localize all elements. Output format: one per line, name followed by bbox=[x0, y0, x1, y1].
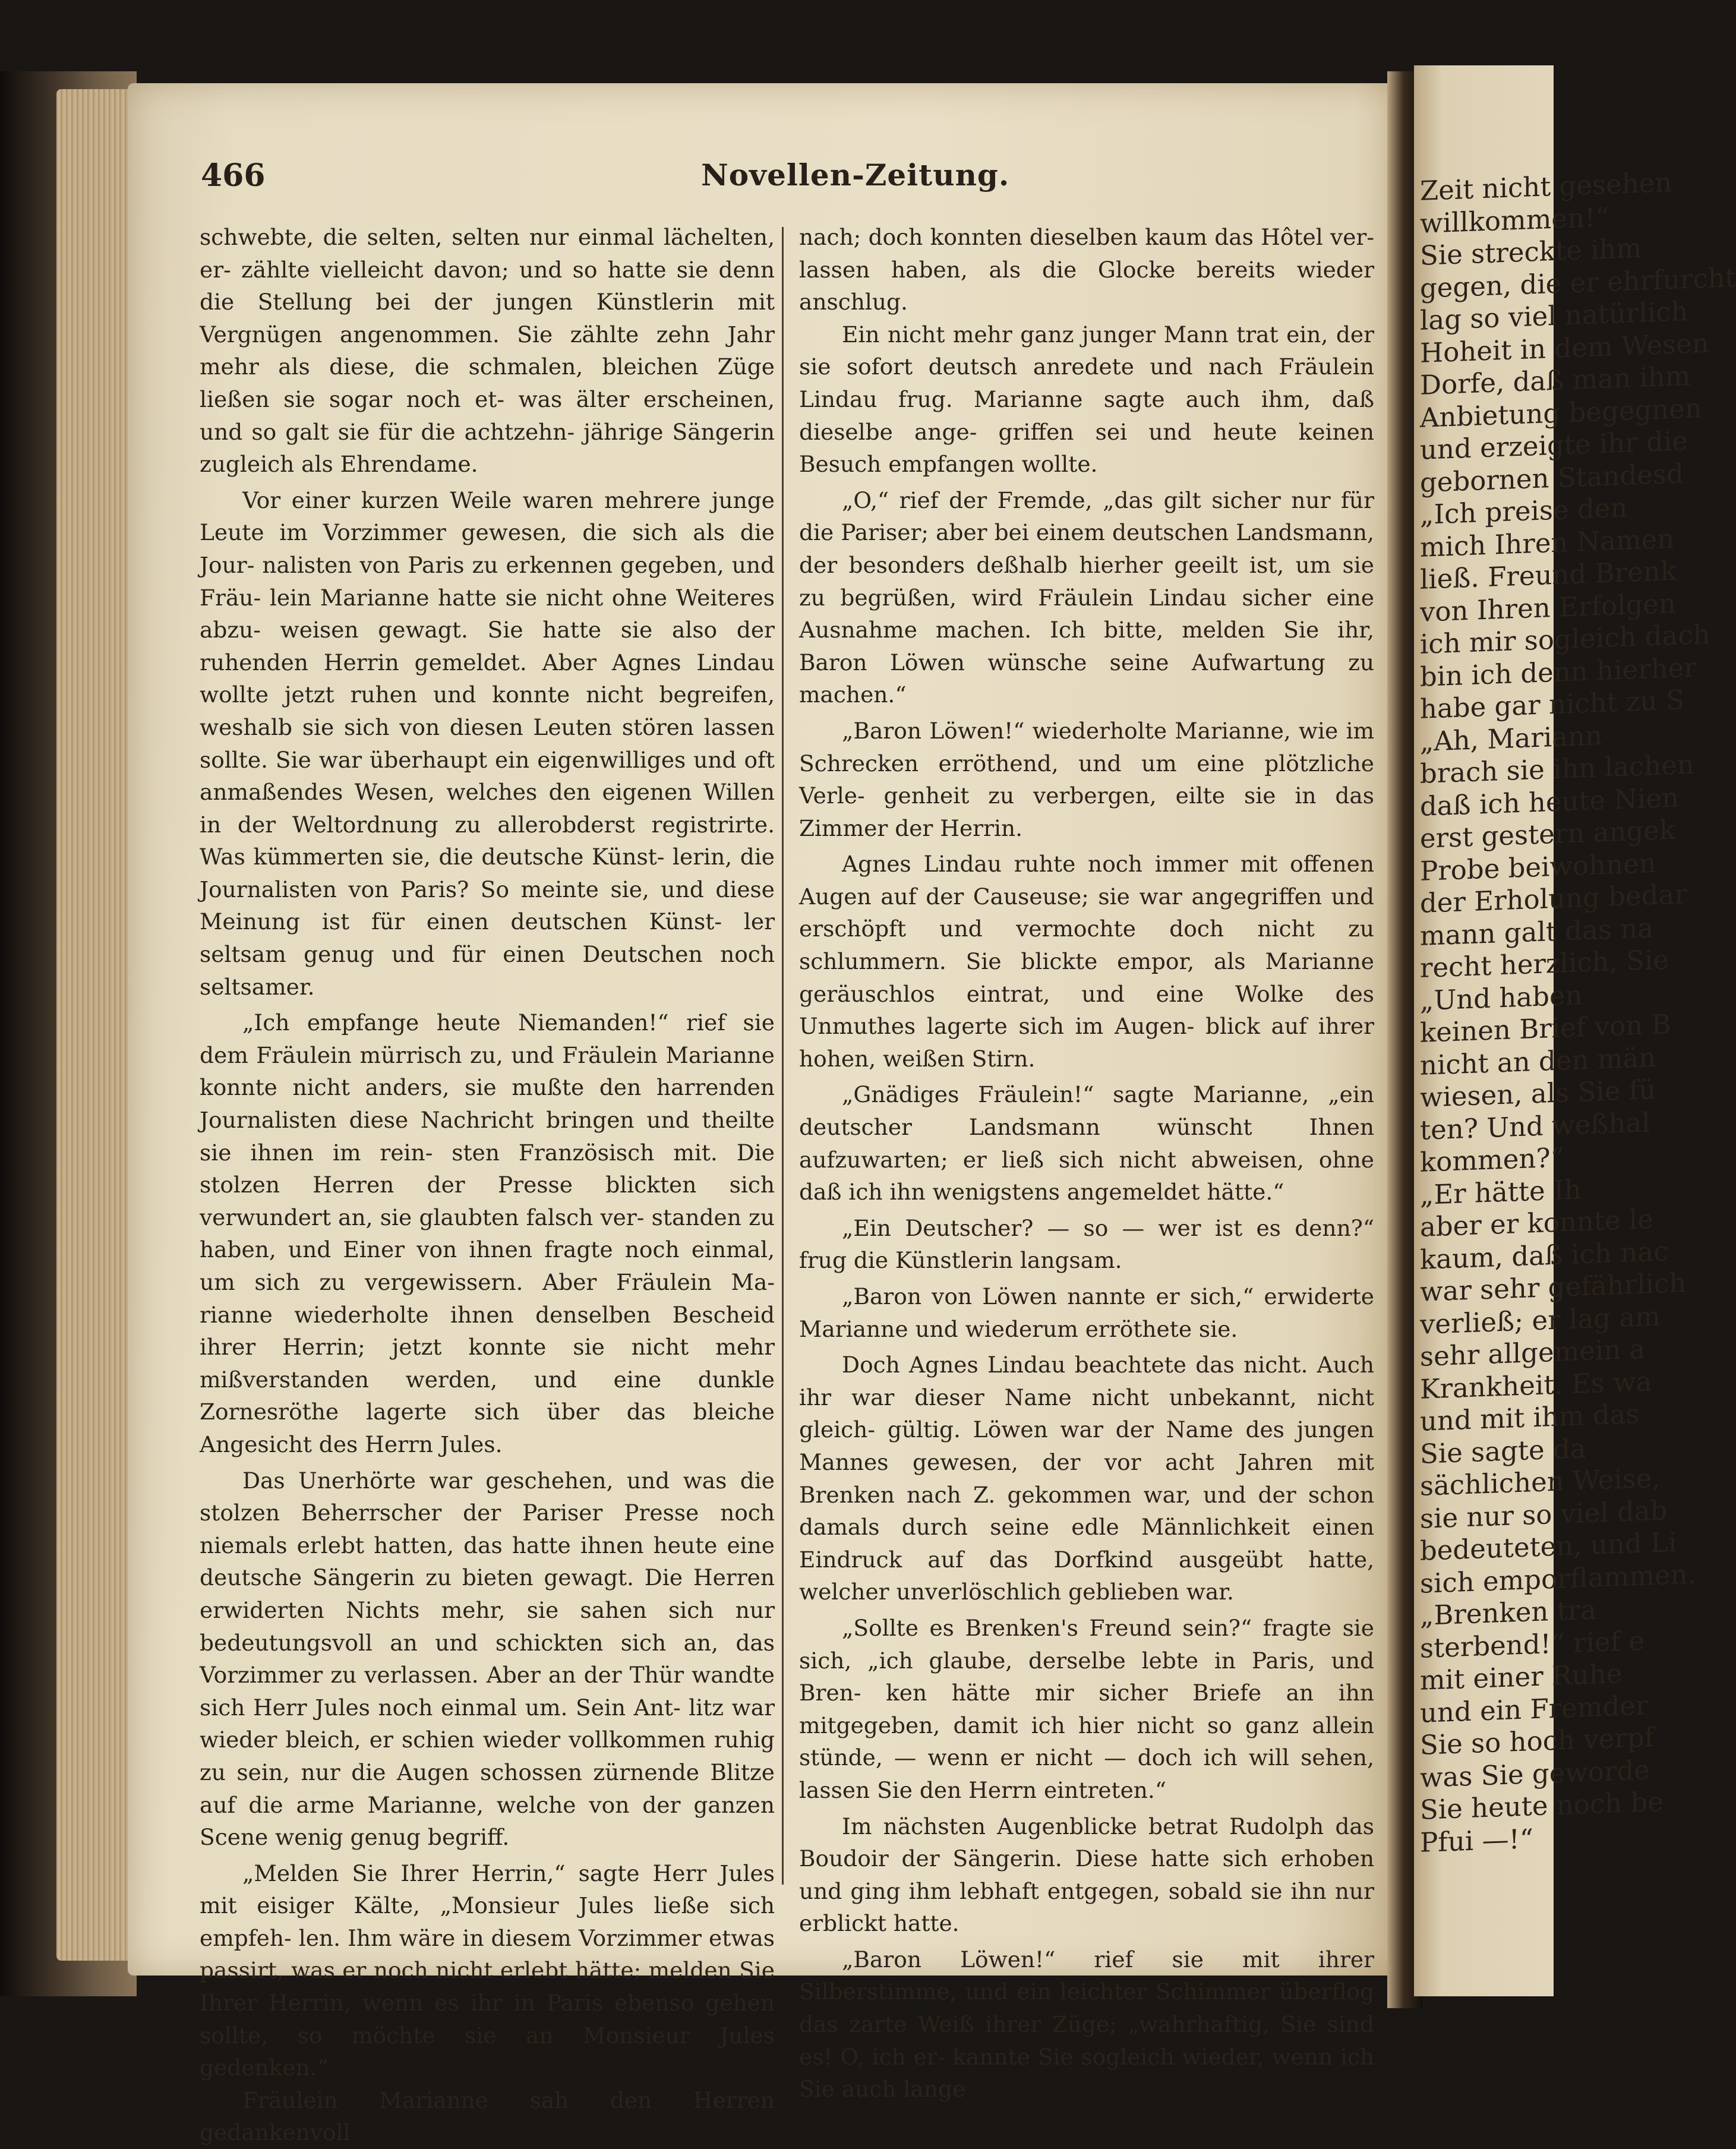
paragraph: „Baron Löwen!“ wiederholte Marianne, wie im Schrecken erröthend, und um eine plötzliche Verle- genheit zu verbergen, eilte sie in das Zimmer der Herrin. bbox=[799, 717, 1374, 841]
next-page-line: Sie streckte ihm bbox=[1420, 232, 1642, 272]
next-page-line: daß ich heute Nien bbox=[1420, 781, 1679, 822]
paragraph: „Ein Deutscher? — so — wer ist es denn?“ frug die Künstlerin langsam. bbox=[799, 1214, 1374, 1274]
next-page-line: der Erholung bedar bbox=[1420, 878, 1687, 919]
next-page-line: Krankheit. Es wa bbox=[1420, 1365, 1652, 1405]
next-page-line: willkommen!“ bbox=[1420, 201, 1609, 239]
paragraph: „Sollte es Brenken's Freund sein?“ fragte sie sich, „ich glaube, derselbe lebte in Paris, und Bren- ken hätte mir sicher Briefe an ihn mitgegeben, damit ich hier nicht so ganz allein stünde, — wenn er nicht — doch ich will sehen, lassen Sie den Herrn eintreten.“ bbox=[799, 1614, 1374, 1803]
next-page-line: aber er konnte le bbox=[1420, 1203, 1653, 1243]
left-column bbox=[200, 221, 775, 2149]
next-page-line: und erzeigte ihr die bbox=[1420, 425, 1688, 466]
next-page-line: sie nur so viel dab bbox=[1420, 1494, 1668, 1535]
next-page-line: ich mir sogleich dach bbox=[1420, 618, 1710, 660]
paragraph: Doch Agnes Lindau beachtete das nicht. Auch ihr war dieser Name nicht unbekannt, nicht gleich- gültig. Löwen war der Name des jungen Mannes gewesen, der vor acht Jahren mit Brenken nach Z. gekommen war, und der schon damals durch seine edle Männlichkeit einen Eindruck auf das Dorfkind ausgeübt hatte, welcher unverlöschlich geblieben war. bbox=[799, 1352, 1374, 1605]
paragraph: „O,“ rief der Fremde, „das gilt sicher nur für die Pariser; aber bei einem deutschen Landsmann, der besonders deßhalb hierher geeilt ist, um sie zu begrüßen, wird Fräulein Lindau sicher eine Ausnahme machen. Ich bitte, melden Sie ihr, Baron Löwen wünsche seine Aufwartung zu machen.“ bbox=[799, 487, 1374, 708]
next-page-line: „Und haben bbox=[1420, 979, 1583, 1017]
next-page-line: bedeuteten, und Li bbox=[1420, 1526, 1677, 1567]
next-page-line: Anbietung begegnen bbox=[1420, 392, 1702, 434]
next-page-line: mann galt das na bbox=[1420, 911, 1654, 952]
running-title: Novellen-Zeitung. bbox=[701, 157, 1010, 193]
page-stack-edge bbox=[56, 89, 137, 1961]
next-page-line: lag so viel natürlich bbox=[1420, 295, 1688, 336]
next-page-line: von Ihren Erfolgen bbox=[1420, 587, 1676, 628]
paragraph: Agnes Lindau ruhte noch immer mit offenen Augen auf der Causeuse; sie war angegriffen und erschöpft und vermochte doch nicht zu schlummern. Sie blickte empor, als Marianne geräuschlos eintrat, und eine Wolke des Unmuthes lagerte sich im Augen- blick auf ihrer hohen, weißen Stirn. bbox=[799, 851, 1374, 1072]
next-page-line: sterbend!“ rief e bbox=[1420, 1624, 1645, 1664]
next-page-line: und ein Fremder bbox=[1420, 1689, 1649, 1729]
page-header bbox=[0, 157, 1554, 199]
next-page-line: was Sie geworde bbox=[1420, 1753, 1650, 1794]
paragraph: „Baron Löwen!“ rief sie mit ihrer Silberstimme, und ein leichter Schimmer überflog das zarte Weiß ihrer Züge; „wahrhaftig, Sie sind es! O, ich er- kannte Sie sogleich wieder, wenn ich Sie auch lange bbox=[799, 1946, 1374, 2103]
next-page-line: keinen Brief von B bbox=[1420, 1008, 1671, 1049]
page-number: 466 bbox=[201, 157, 266, 194]
next-page-line: gegen, die er ehrfurcht bbox=[1420, 261, 1736, 304]
next-page-line: mit einer Ruhe bbox=[1420, 1658, 1623, 1696]
next-page-line: sächlichen Weise, bbox=[1420, 1462, 1661, 1502]
paragraph: Fräulein Marianne sah den Herren gedankenvoll bbox=[200, 2087, 775, 2146]
next-page-line: ten? Und weßhal bbox=[1420, 1106, 1650, 1146]
next-page-line: erst gestern angek bbox=[1420, 813, 1676, 854]
next-page-line: nicht an den män bbox=[1420, 1041, 1656, 1081]
next-page-line: Probe beiwohnen bbox=[1420, 847, 1656, 887]
next-page-line: mich Ihren Namen bbox=[1420, 522, 1675, 563]
next-page-line: recht herzlich, Sie bbox=[1420, 943, 1669, 984]
next-page-line: sehr allgemein a bbox=[1420, 1333, 1646, 1372]
next-page-line: Sie heute noch be bbox=[1420, 1785, 1664, 1826]
next-page-line: Zeit nicht gesehen bbox=[1420, 166, 1672, 207]
next-page-line: „Ah, Mariann bbox=[1420, 719, 1603, 758]
paragraph: „Gnädiges Fräulein!“ sagte Marianne, „ein deutscher Landsmann wünscht Ihnen aufzuwarten; er ließ sich nicht abweisen, ohne daß ich ihn wenigstens angemeldet hätte.“ bbox=[799, 1081, 1374, 1206]
next-page-line: Pfui —!“ bbox=[1420, 1822, 1533, 1858]
next-page-line: habe gar nicht zu S bbox=[1420, 684, 1684, 725]
next-page-line: wiesen, als Sie fü bbox=[1420, 1074, 1656, 1113]
next-page-line: kaum, daß ich nac bbox=[1420, 1235, 1669, 1276]
next-page-line: Sie so hoch verpf bbox=[1420, 1721, 1655, 1761]
next-page-text bbox=[1420, 166, 1736, 1859]
next-page-line: Sie sagte da bbox=[1420, 1432, 1586, 1470]
next-page-line: war sehr gefährlich bbox=[1420, 1267, 1687, 1308]
paragraph: Das Unerhörte war geschehen, und was die stolzen Beherrscher der Pariser Presse noch niemals erlebt hatten, das hatte ihnen heute eine deutsche Sängerin zu bieten gewagt. Die Herren erwiderten Nichts mehr, sie sahen sich nur bedeutungsvoll an und schickten sich an, das Vorzimmer zu verlassen. Aber an der Thür wandte sich Herr Jules noch einmal um. Sein Ant- litz war wieder bleich, er schien wieder vollkommen ruhig zu sein, nur die Augen schossen zürnende Blitze auf die arme Marianne, welche von der ganzen Scene wenig genug begriff. bbox=[200, 1467, 775, 1851]
next-page-line: verließ; er lag am bbox=[1420, 1300, 1661, 1340]
paragraph: Vor einer kurzen Weile waren mehrere junge Leute im Vorzimmer gewesen, die sich als die Jour- nalisten von Paris zu erkennen gegeben, und Fräu- lein Marianne hatte sie nicht ohne Weiteres abzu- weisen gewagt. Sie hatte sie also der ruhenden Herrin gemeldet. Aber Agnes Lindau wollte jetzt ruhen und konnte nicht begreifen, weshalb sie sich von diesen Leuten stören lassen sollte. Sie war überhaupt ein eigenwilliges und oft anmaßendes Wesen, welches den eigenen Willen in der Weltordnung zu allerobderst registrirte. Was kümmerten sie, die deutsche Künst- lerin, die Journalisten von Paris? So meinte sie, und diese Meinung ist für einen deutschen Künst- ler seltsam genug und für einen Deutschen noch seltsamer. bbox=[200, 487, 775, 1000]
paragraph: nach; doch konnten dieselben kaum das Hôtel ver- lassen haben, als die Glocke bereits wieder anschlug. bbox=[799, 224, 1374, 315]
next-page-line: sich emporflammen. bbox=[1420, 1558, 1696, 1599]
next-page-line: ließ. Freund Brenk bbox=[1420, 554, 1677, 595]
next-page-line: kommen?“ bbox=[1420, 1141, 1564, 1178]
paragraph: Im nächsten Augenblicke betrat Rudolph das Boudoir der Sängerin. Diese hatte sich erhoben und ging ihm lebhaft entgegen, sobald sie ihn nur erblickt hatte. bbox=[799, 1813, 1374, 1937]
next-page-line: und mit ihm das bbox=[1420, 1397, 1640, 1437]
paragraph: „Melden Sie Ihrer Herrin,“ sagte Herr Jules mit eisiger Kälte, „Monsieur Jules ließe sich empfeh- len. Ihm wäre in diesem Vorzimmer etwas passirt, was er noch nicht erlebt hätte; melden Sie Ihrer Herrin, wenn es ihr in Paris ebenso gehen sollte, so möchte sie an Monsieur Jules gedenken.“ bbox=[200, 1860, 775, 2081]
next-page-line: „Brenken tra bbox=[1420, 1593, 1597, 1632]
next-page-line: bin ich denn hierher bbox=[1420, 651, 1697, 693]
column-divider bbox=[782, 227, 784, 1885]
paragraph: „Baron von Löwen nannte er sich,“ erwiderte Marianne und wiederum erröthete sie. bbox=[799, 1283, 1374, 1342]
next-page-line: Hoheit in dem Wesen bbox=[1420, 327, 1709, 369]
next-page-line: Dorfe, daß man ihm bbox=[1420, 359, 1691, 401]
next-page-line: „Er hätte Ih bbox=[1420, 1173, 1582, 1211]
next-page-line: brach sie ihn lachen bbox=[1420, 748, 1694, 790]
next-page-fragment bbox=[1414, 65, 1736, 1996]
paragraph: Ein nicht mehr ganz junger Mann trat ein, der sie sofort deutsch anredete und nach Fräulein Lindau frug. Marianne sagte auch ihm, daß dieselbe ange- griffen sei und heute keinen Besuch empfangen wollte. bbox=[799, 321, 1374, 478]
right-column bbox=[799, 221, 1374, 2106]
next-page-line: „Ich preise den bbox=[1420, 491, 1628, 531]
paragraph: schwebte, die selten, selten nur einmal lächelten, er- zählte vielleicht davon; und so hatte sie denn die Stellung bei der jungen Künstlerin mit Vergnügen angenommen. Sie zählte zehn Jahr mehr als diese, die schmalen, bleichen Züge ließen sie sogar noch et- was älter erscheinen, und so galt sie für die achtzehn- jährige Sängerin zugleich als Ehrendame. bbox=[200, 224, 775, 478]
next-page-line: gebornen Standesd bbox=[1420, 457, 1684, 498]
paragraph: „Ich empfange heute Niemanden!“ rief sie dem Fräulein mürrisch zu, und Fräulein Marianne konnte nicht anders, sie mußte den harrenden Journalisten diese Nachricht bringen und theilte sie ihnen im rein- sten Französisch mit. Die stolzen Herren der Presse blickten sich verwundert an, sie glaubten falsch ver- standen zu haben, und Einer von ihnen fragte noch einmal, um sich zu vergewissern. Aber Fräulein Ma- rianne wiederholte ihnen denselben Bescheid ihrer Herrin; jetzt konnte sie nicht mehr mißverstanden werden, und eine dunkle Zornesröthe lagerte sich über das bleiche Angesicht des Herrn Jules. bbox=[200, 1009, 775, 1457]
